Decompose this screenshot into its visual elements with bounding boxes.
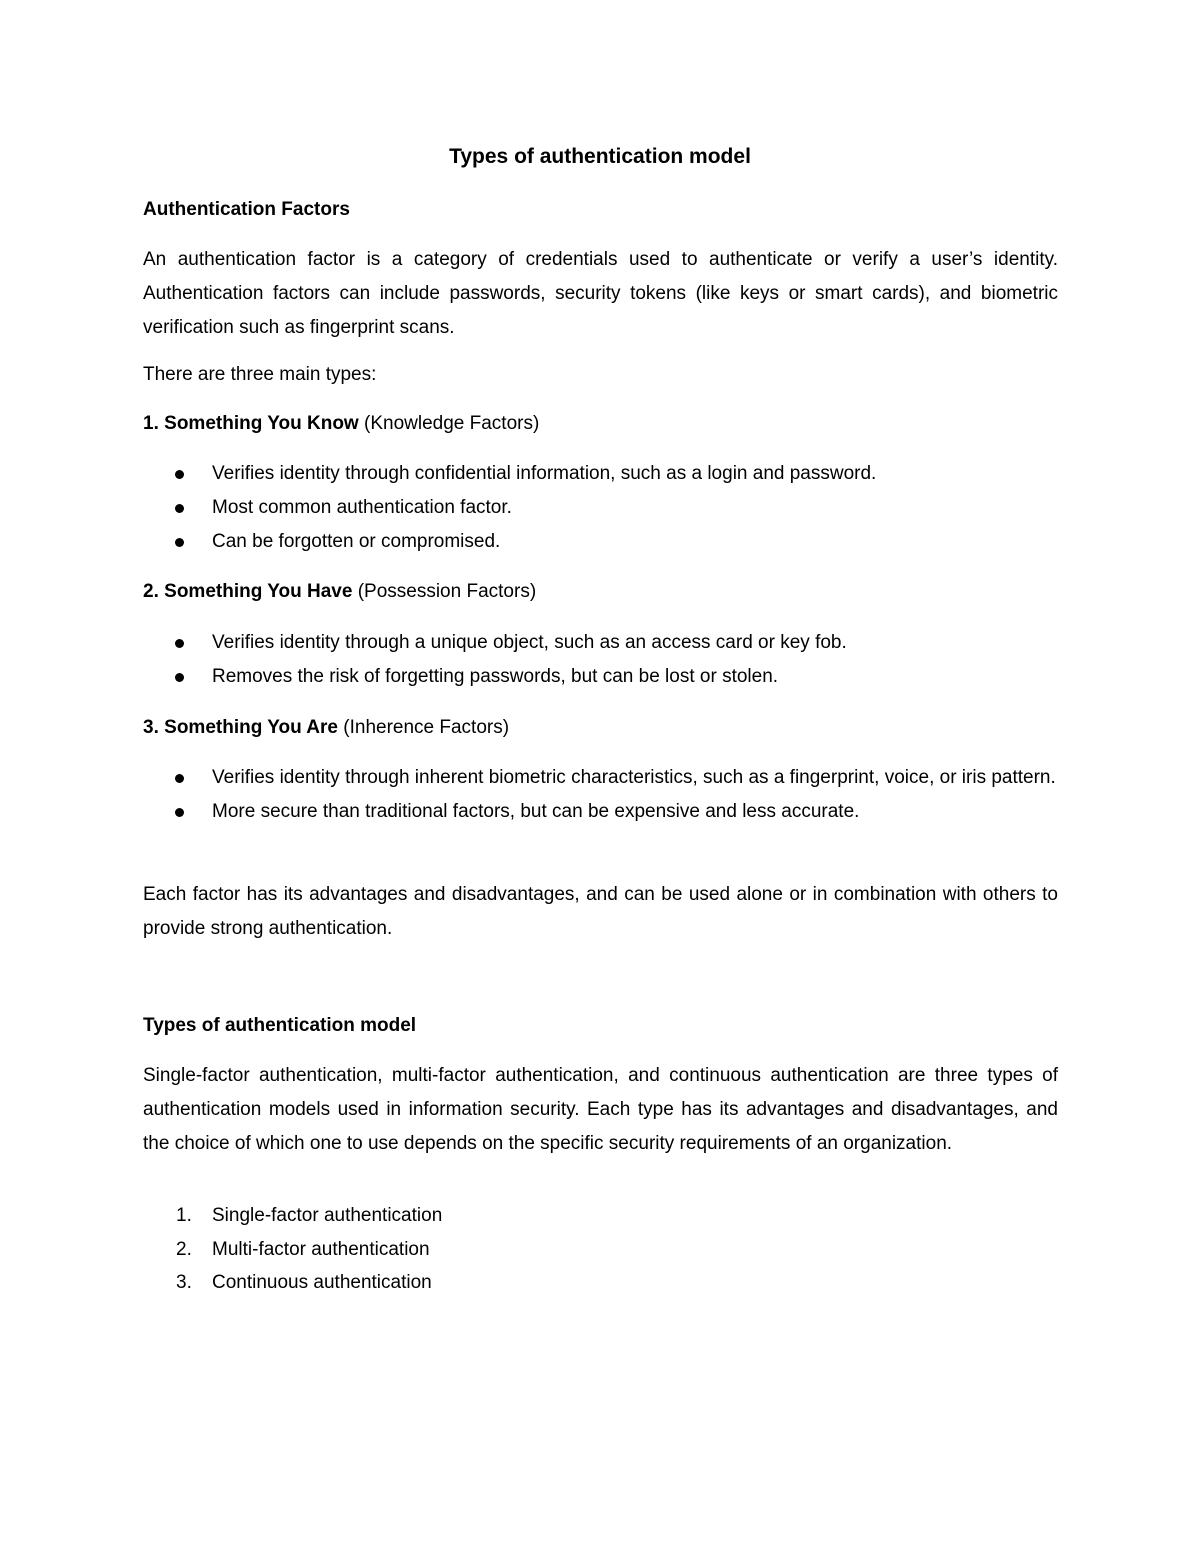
- factor-3-name: Something You Are: [164, 717, 338, 738]
- factor-2-points: [143, 626, 1058, 694]
- document-title: Types of authentication model: [449, 145, 751, 168]
- factor-2-name: Something You Have: [164, 581, 353, 602]
- list-item: [143, 795, 1058, 829]
- authentication-factor-definition: An authentication factor is a category of credentials used to authenticate or verify a user’s identity. Authentication factors can include passwords, security tokens (like keys or smart cards), and biometric verification such as fingerprint scans.: [143, 249, 1058, 338]
- factor-2-heading: [143, 581, 536, 603]
- factor-3-heading: [143, 717, 509, 739]
- list-item-text: Single-factor authentication: [212, 1205, 443, 1226]
- bullet-icon: [175, 808, 184, 817]
- list-item: [143, 457, 1058, 491]
- authentication-models-intro: Single-factor authentication, multi-factor authentication, and continuous authentication are three types of authentication models used in information security. Each type has its advantages and disadvantages, and the choice of which one to use depends on the specific security requirements of an organization.: [143, 1065, 1058, 1154]
- bullet-icon: [175, 639, 184, 648]
- list-item: [143, 525, 1058, 559]
- list-item: [143, 626, 1058, 660]
- factors-closing-paragraph: Each factor has its advantages and disadvantages, and can be used alone or in combination with others to provide strong authentication.: [143, 884, 1058, 939]
- bullet-icon: [175, 470, 184, 479]
- factor-1-number: 1.: [143, 413, 159, 434]
- list-number: 2.: [176, 1238, 192, 1260]
- list-item: [143, 1233, 1058, 1267]
- list-item: [143, 1266, 1058, 1300]
- list-item: [143, 660, 1058, 694]
- list-item-text: Verifies identity through a unique object, such as an access card or key fob.: [212, 632, 847, 653]
- list-item-text: Continuous authentication: [212, 1272, 432, 1293]
- bullet-icon: [175, 504, 184, 513]
- section-heading-authentication-models: Types of authentication model: [143, 1015, 417, 1036]
- factor-3-points: [143, 761, 1058, 829]
- factor-1-kind: (Knowledge Factors): [364, 413, 540, 434]
- factor-3-kind: (Inherence Factors): [343, 717, 510, 738]
- factor-3-number: 3.: [143, 717, 159, 738]
- list-item: [143, 761, 1058, 795]
- list-item-text: More secure than traditional factors, but can be expensive and less accurate.: [212, 801, 860, 822]
- list-item-text: Can be forgotten or compromised.: [212, 531, 501, 552]
- factor-1-name: Something You Know: [164, 413, 359, 434]
- factor-2-number: 2.: [143, 581, 159, 602]
- authentication-models-list: [143, 1199, 1058, 1300]
- bullet-icon: [175, 538, 184, 547]
- list-item-text: Multi-factor authentication: [212, 1238, 430, 1260]
- section-heading-authentication-factors: Authentication Factors: [143, 199, 350, 220]
- list-item-text: Verifies identity through inherent biometric characteristics, such as a fingerprint, voice, or iris pattern.: [212, 767, 1056, 788]
- factor-1-heading: [143, 413, 539, 435]
- list-number: 1.: [176, 1205, 192, 1226]
- three-types-lead: There are three main types:: [143, 364, 377, 385]
- list-number: 3.: [176, 1272, 192, 1293]
- bullet-icon: [175, 673, 184, 682]
- factor-2-kind: (Possession Factors): [357, 581, 537, 602]
- bullet-icon: [175, 774, 184, 783]
- list-item: [143, 491, 1058, 525]
- list-item: [143, 1199, 1058, 1233]
- list-item-text: Most common authentication factor.: [212, 497, 512, 518]
- list-item-text: Removes the risk of forgetting passwords, but can be lost or stolen.: [212, 666, 779, 687]
- factor-1-points: [143, 457, 1058, 559]
- list-item-text: Verifies identity through confidential information, such as a login and password.: [212, 463, 877, 484]
